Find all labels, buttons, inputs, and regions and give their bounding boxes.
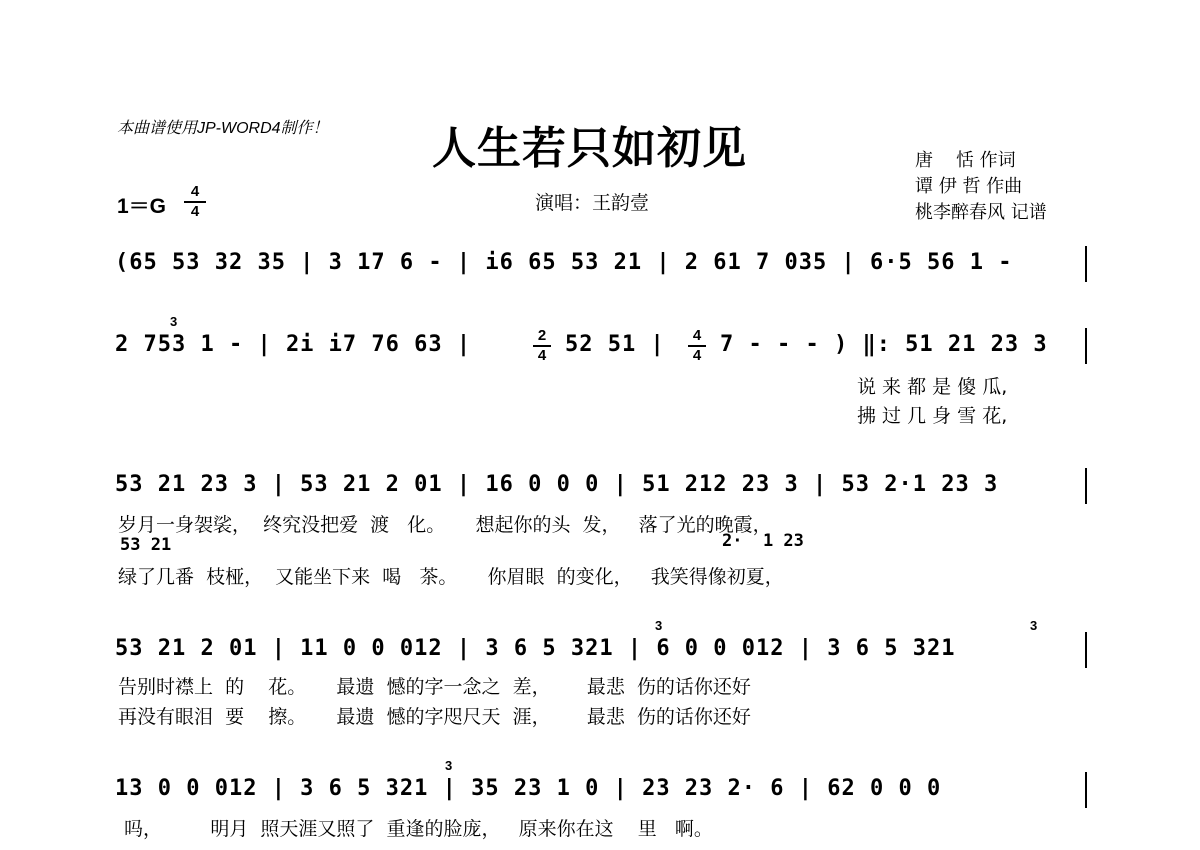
notation-line: 7 - - - ) ‖: 51 21 23 3	[720, 332, 1048, 357]
time-signature	[184, 184, 206, 220]
triplet-mark: 3	[170, 314, 178, 329]
notation-line: 52 51 |	[565, 332, 665, 357]
lyric-line: 再没有眼泪 要 擦。 最遗 憾的字咫尺天 涯， 最悲 伤的话你还好	[118, 706, 751, 728]
score-row-3	[115, 468, 1087, 504]
barline	[1085, 468, 1087, 504]
credits-block	[915, 148, 1047, 226]
lyric-line: 说 来 都 是 傻 瓜,	[857, 376, 1008, 398]
score-row-2	[115, 314, 1087, 364]
time-signature-change: 4 4	[688, 328, 706, 364]
lyric-line: 绿了几番 枝桠， 又能坐下来 喝 茶。 你眉眼 的变化， 我笑得像初夏，	[118, 566, 784, 588]
composer-credit: 谭 伊 哲 作曲	[915, 176, 1023, 197]
transcriber-credit: 桃李醉春风 记谱	[915, 202, 1047, 223]
lyricist-credit: 唐 恬 作词	[915, 150, 1016, 171]
barline	[1085, 632, 1087, 668]
time-signature-top: 4	[190, 183, 200, 200]
barline	[1085, 246, 1087, 282]
notation-line: 2 753 1 - | 2i i7 76 63 |	[115, 332, 472, 357]
score-row-5	[115, 758, 1087, 808]
triplet-mark: 3	[445, 758, 453, 773]
score-row-4	[115, 618, 1087, 668]
singer-credit: 演唱：王韵壹	[535, 192, 650, 214]
variant-notes: 53 21	[120, 535, 172, 555]
notation-line: 53 21 2 01 | 11 0 0 012 | 3 6 5 321 | 6 0 0 012 | 3 6 5 321	[115, 636, 956, 661]
lyric-line: 拂 过 几 身 雪 花,	[857, 405, 1008, 427]
score-row-1	[115, 246, 1087, 282]
software-credit-note: 本曲谱使用JP-WORD4制作！	[117, 120, 329, 137]
variant-notes: 2· 1 23	[722, 531, 804, 551]
time-signature-change: 2 4	[533, 328, 551, 364]
barline	[1085, 772, 1087, 808]
notation-line: 53 21 23 3 | 53 21 2 01 | 16 0 0 0 | 51 212 23 3 | 53 2·1 23 3	[115, 472, 999, 497]
song-title: 人生若只如初见	[432, 123, 747, 174]
notation-line: (65 53 32 35 | 3 17 6 - | i6 65 53 21 | 2 61 7 035 | 6·5 56 1 -	[115, 250, 1013, 275]
barline	[1085, 328, 1087, 364]
notation-line: 13 0 0 012 | 3 6 5 321 | 35 23 1 0 | 23 23 2· 6 | 62 0 0 0	[115, 776, 942, 801]
key-signature: 1＝G	[117, 195, 167, 218]
lyric-line: 吗， 明月 照天涯又照了 重逢的脸庞， 原来你在这 里 啊。	[118, 818, 713, 840]
lyric-line: 告别时襟上 的 花。 最遗 憾的字一念之 差， 最悲 伤的话你还好	[118, 676, 751, 698]
triplet-mark: 3	[1030, 618, 1038, 633]
triplet-mark: 3	[655, 618, 663, 633]
time-signature-bottom: 4	[190, 203, 200, 220]
lyric-line: 岁月一身袈裟， 终究没把爱 渡 化。 想起你的头 发， 落了光的晚霞，	[118, 514, 772, 536]
